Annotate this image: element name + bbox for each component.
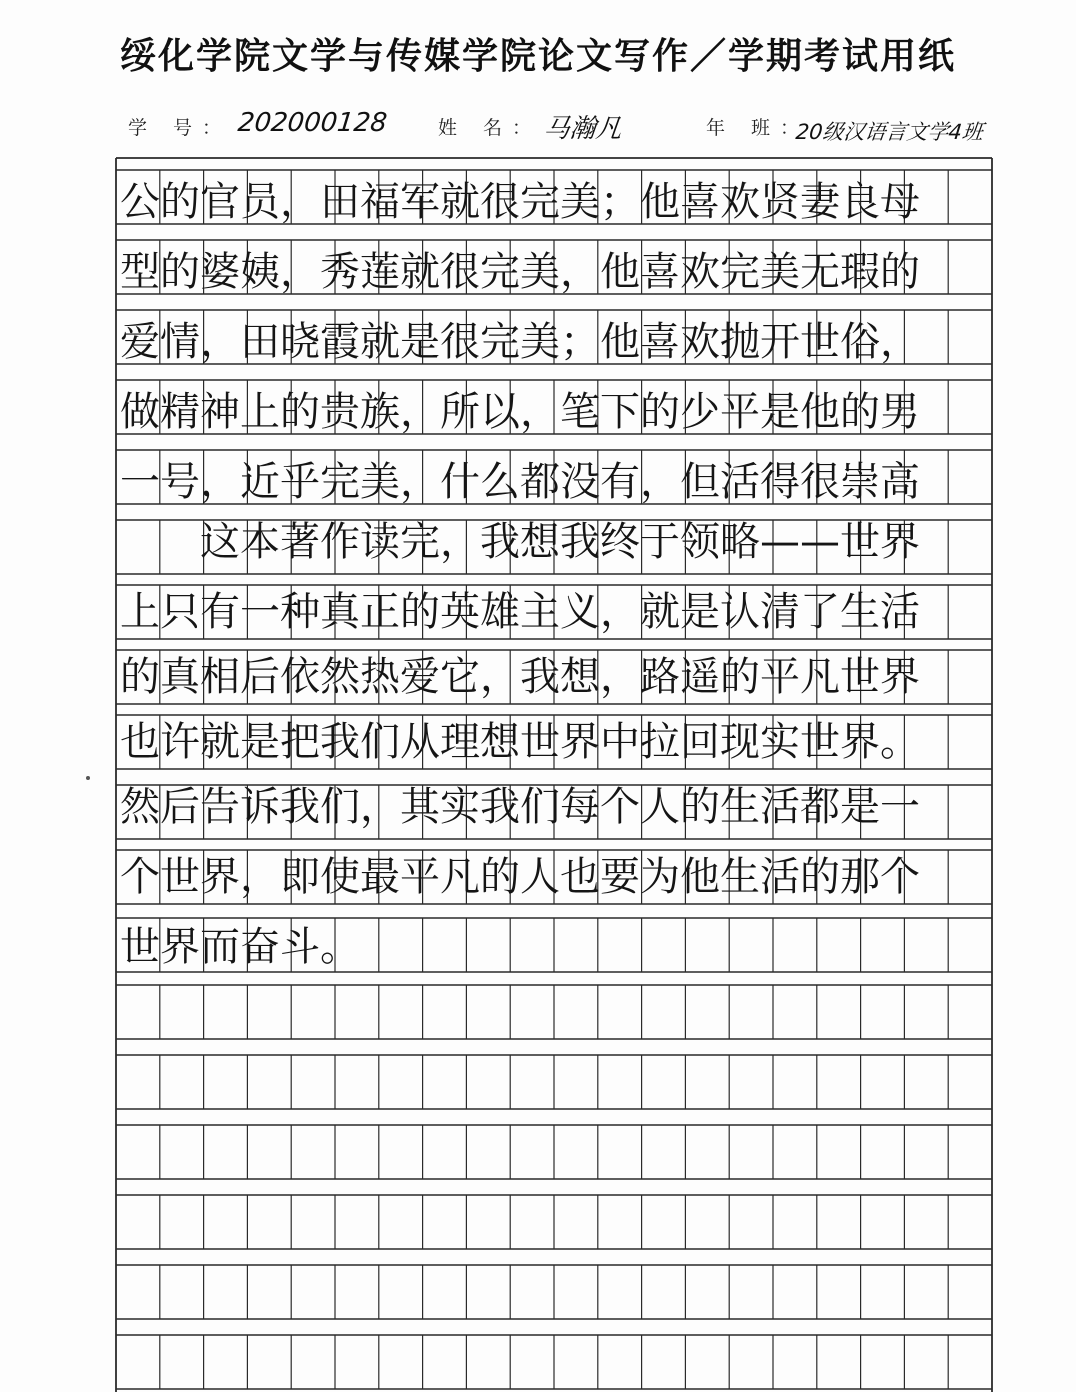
student-id-label: 学 号： [128, 117, 232, 139]
essay-line: 然后告诉我们，其实我们每个人的生活都是一 [120, 784, 920, 830]
class-value: 20级汉语言文学4班 [794, 120, 985, 144]
name-value: 马瀚凡 [542, 114, 624, 144]
essay-line: 世界而奋斗。 [120, 924, 360, 970]
essay-line: 个世界，即使最平凡的人也要为他生活的那个 [120, 854, 920, 900]
stray-mark [86, 776, 90, 780]
name-label: 姓 名： [438, 117, 542, 139]
essay-line: 的真相后依然热爱它，我想，路遥的平凡世界 [120, 654, 920, 700]
essay-line: 上只有一种真正的英雄主义，就是认清了生活 [120, 589, 920, 635]
student-id-value: 202000128 [236, 108, 389, 138]
essay-line: 爱情，田晓霞就是很完美；他喜欢抛开世俗， [120, 319, 920, 365]
essay-line: 型的婆姨，秀莲就很完美，他喜欢完美无瑕的 [120, 249, 920, 295]
essay-line: 一号，近乎完美，什么都没有，但活得很崇高 [120, 459, 920, 505]
essay-line: 做精神上的贵族，所以，笔下的少平是他的男 [120, 389, 920, 435]
class-label: 年 班： [706, 117, 810, 139]
essay-line: 也许就是把我们从理想世界中拉回现实世界。 [120, 719, 920, 765]
essay-line: 这本著作读完，我想我终于领略——世界 [120, 519, 920, 565]
essay-line: 公的官员，田福军就很完美；他喜欢贤妻良母 [120, 179, 920, 225]
page-title: 绥化学院文学与传媒学院论文写作／学期考试用纸 [119, 35, 956, 77]
